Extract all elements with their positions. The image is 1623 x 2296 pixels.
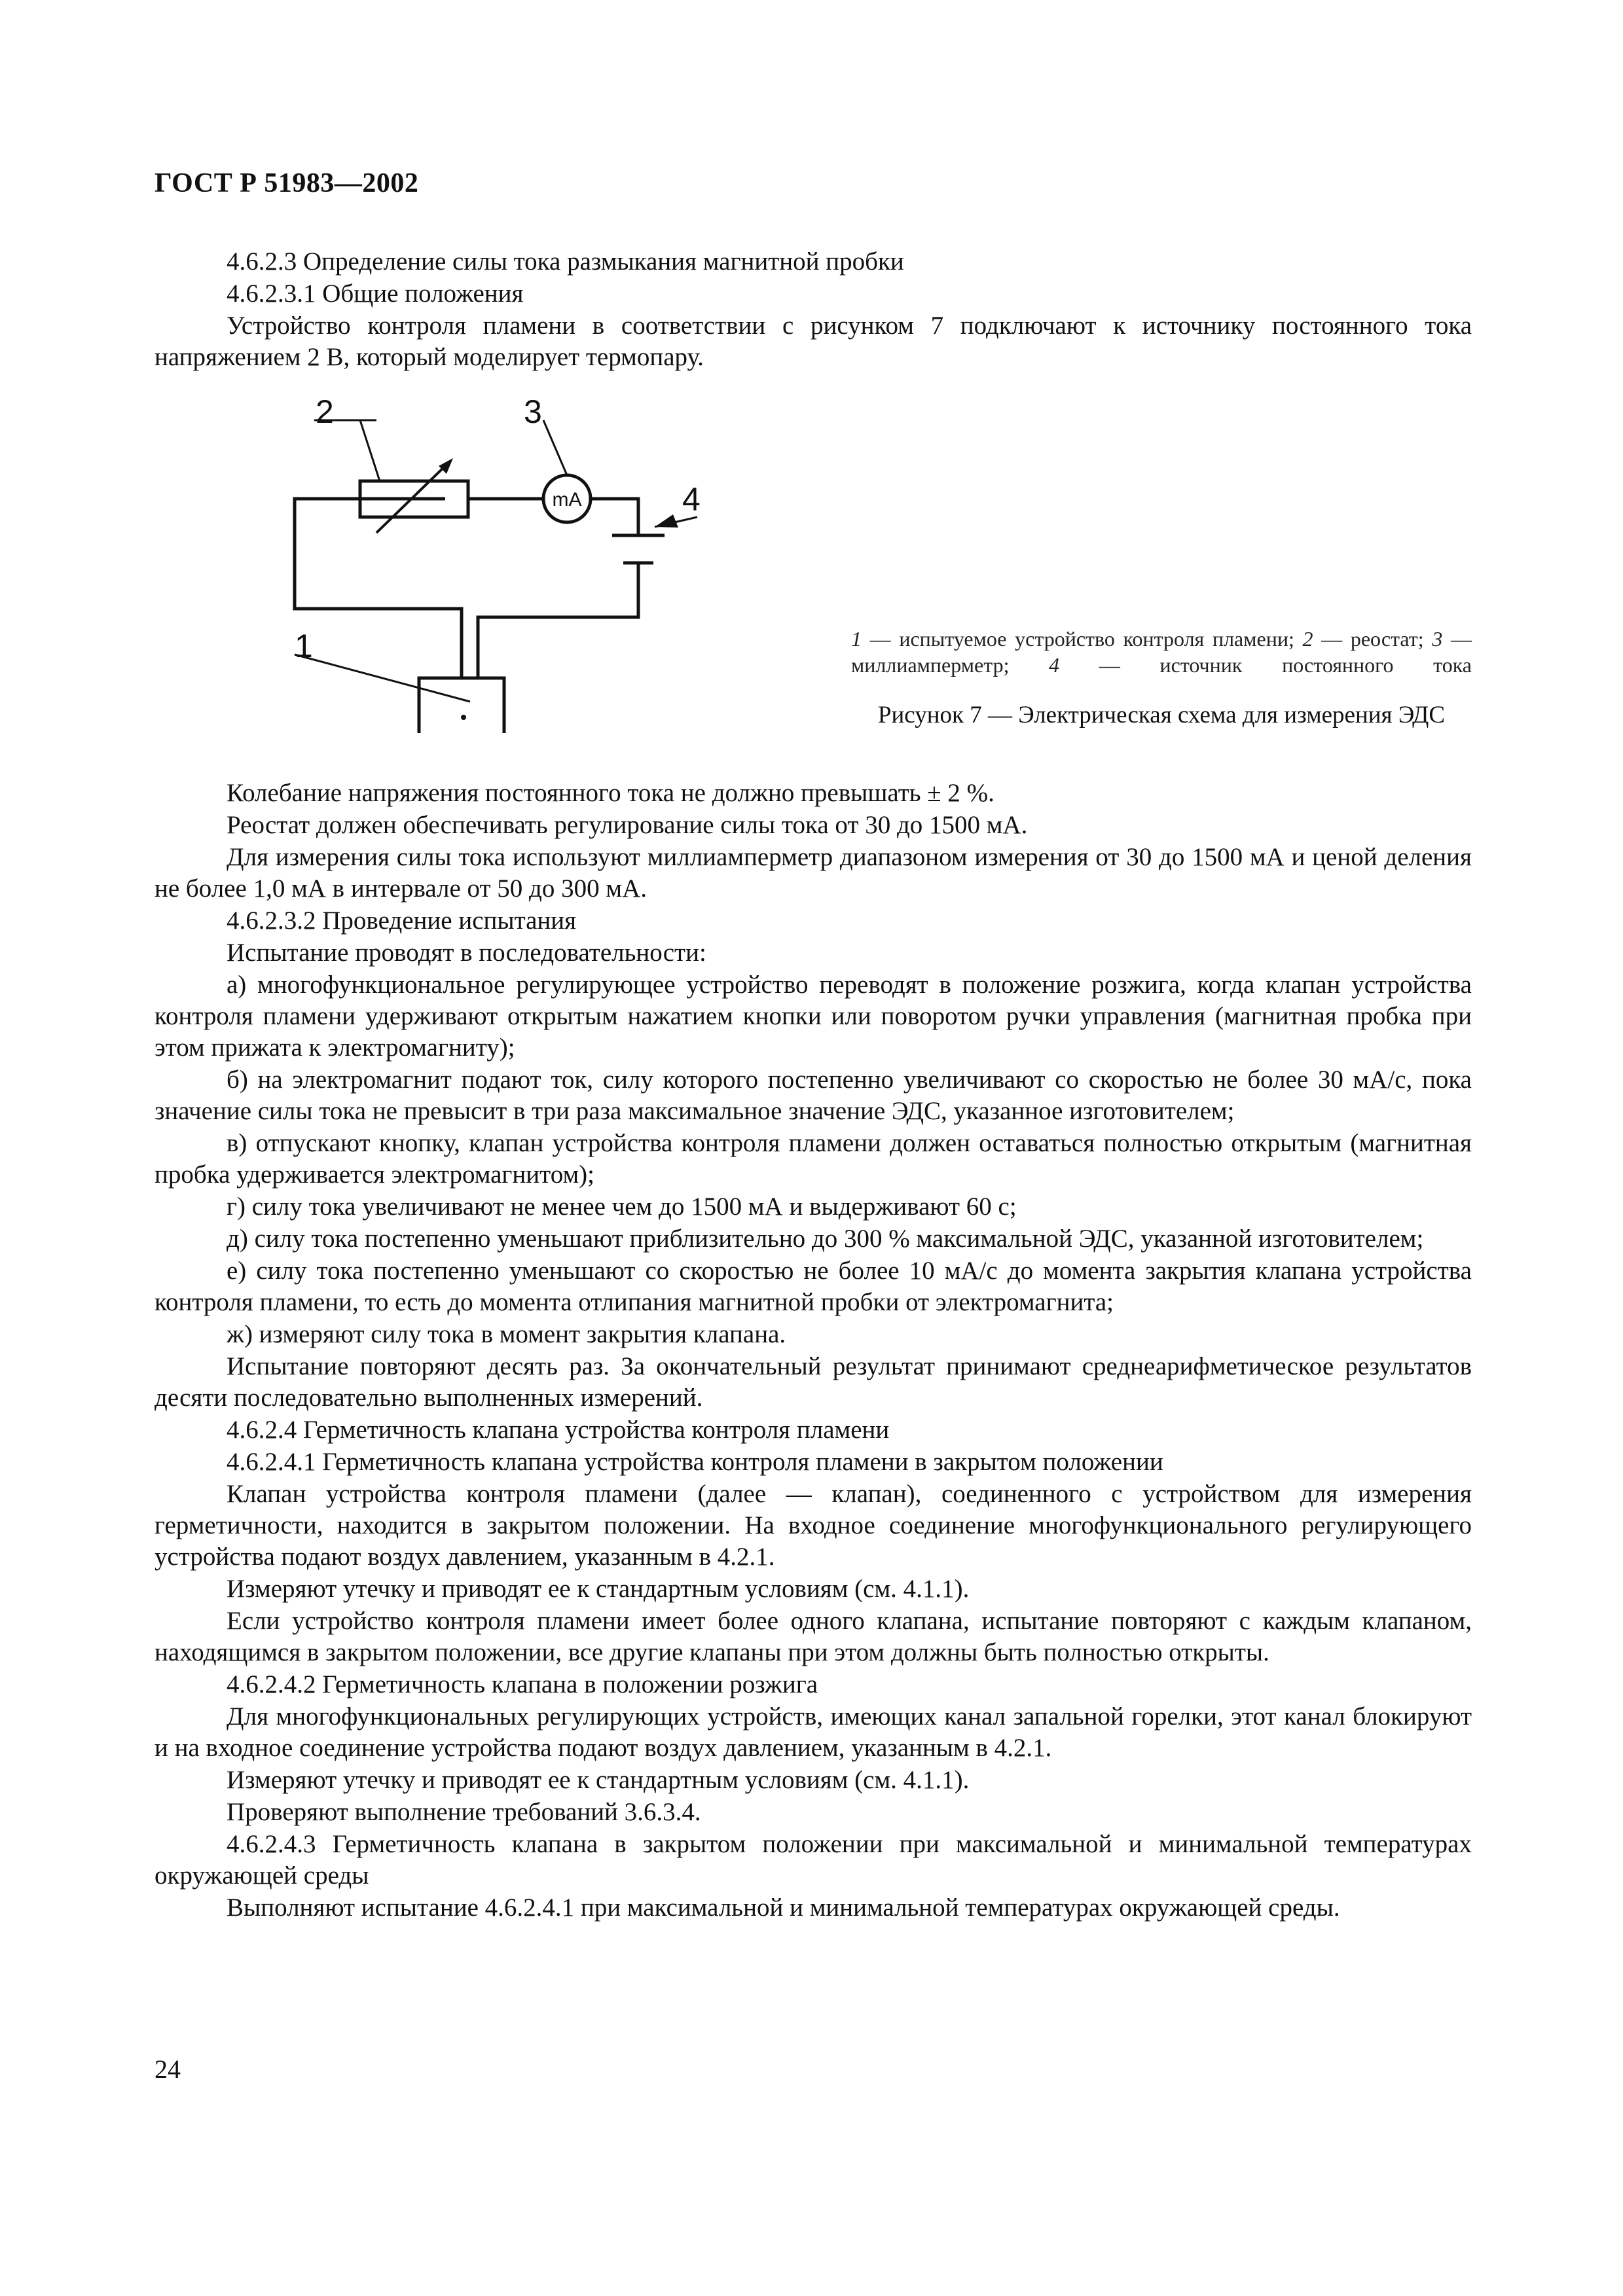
list-item: б) на электромагнит подают ток, силу которого постепенно увеличивают со скоростью не более 30 мА/с, пока значение силы тока не превысит в три раза максимальное значение ЭДС, указанное изготовителем; xyxy=(155,1066,1472,1125)
paragraph: Колебание напряжения постоянного тока не должно превышать ± 2 %. xyxy=(227,779,994,807)
paragraph: Устройство контроля пламени в соответствии с рисунком 7 подключают к источнику постоянного тока напряжением 2 В, который моделирует термопару. xyxy=(155,312,1472,371)
figure-legend: 1 — испытуемое устройство контроля пламени; 2 — реостат; 3 — миллиамперметр; 4 — источник постоянного тока xyxy=(851,627,1472,677)
figure-label-4: 4 xyxy=(682,481,701,518)
list-item: г) силу тока увеличивают не менее чем до 1500 мА и выдерживают 60 с; xyxy=(227,1193,1017,1221)
intro-section xyxy=(155,246,1472,374)
paragraph: Проверяют выполнение требований 3.6.3.4. xyxy=(227,1798,701,1826)
figure-label-2: 2 xyxy=(316,393,334,430)
list-item: а) многофункциональное регулирующее устройство переводят в положение розжига, когда клапан устройства контроля пламени удерживают открытым нажатием кнопки или поворотом ручки управления (магнитная пробка при этом прижата к электромагниту); xyxy=(155,971,1472,1062)
paragraph: Выполняют испытание 4.6.2.4.1 при максимальной и минимальной температурах окружающей среды. xyxy=(227,1893,1340,1922)
paragraph: Испытание проводят в последовательности: xyxy=(227,939,706,967)
paragraph: Реостат должен обеспечивать регулирование силы тока от 30 до 1500 мА. xyxy=(227,811,1028,839)
flame-control-device xyxy=(419,678,504,733)
wire-right xyxy=(478,563,638,678)
wire-left xyxy=(295,499,462,678)
figure-caption: Рисунок 7 — Электрическая схема для измерения ЭДС xyxy=(877,702,1446,728)
paragraph: Измеряют утечку и приводят ее к стандартным условиям (см. 4.1.1). xyxy=(227,1766,970,1794)
paragraph: Измеряют утечку и приводят ее к стандартным условиям (см. 4.1.1). xyxy=(227,1575,970,1603)
paragraph: Испытание повторяют десять раз. За окончательный результат принимают среднеарифметическое результатов десяти последовательно выполненных измерений. xyxy=(155,1352,1472,1412)
clause-heading: 4.6.2.3.2 Проведение испытания xyxy=(227,906,577,935)
paragraph: Для многофункциональных регулирующих устройств, имеющих канал запальной горелки, этот канал блокируют и на входное соединение устройства подают воздух давлением, указанным в 4.2.1. xyxy=(155,1702,1472,1762)
clause-heading: 4.6.2.4.2 Герметичность клапана в положении розжига xyxy=(227,1670,818,1698)
clause-heading: 4.6.2.4.3 Герметичность клапана в закрытом положении при максимальной и минимальной температурах окружающей среды xyxy=(155,1830,1472,1890)
document-header: ГОСТ Р 51983—2002 xyxy=(155,168,419,198)
list-item: д) силу тока постепенно уменьшают приблизительно до 300 % максимальной ЭДС, указанной изготовителем; xyxy=(227,1225,1424,1253)
circuit-diagram xyxy=(288,393,864,733)
figure-label-1: 1 xyxy=(295,628,313,664)
clause-heading: 4.6.2.3.1 Общие положения xyxy=(227,279,524,308)
list-item: в) отпускают кнопку, клапан устройства контроля пламени должен оставаться полностью открытым (магнитная пробка удерживается электромагнитом); xyxy=(155,1129,1472,1189)
paragraph: Для измерения силы тока используют миллиамперметр диапазоном измерения от 30 до 1500 мА и ценой деления не более 1,0 мА в интервале от 50 до 300 мА. xyxy=(155,843,1472,903)
clause-heading: 4.6.2.4.1 Герметичность клапана устройства контроля пламени в закрытом положении xyxy=(227,1448,1163,1476)
paragraph: Если устройство контроля пламени имеет более одного клапана, испытание повторяют с каждым клапаном, находящимся в закрытом положении, все другие клапаны при этом должны быть полностью открыты. xyxy=(155,1607,1472,1666)
list-item: е) силу тока постепенно уменьшают со скоростью не более 10 мА/с до момента закрытия клапана устройства контроля пламени, то есть до момента отлипания магнитной пробки от электромагнита; xyxy=(155,1257,1472,1316)
clause-heading: 4.6.2.4 Герметичность клапана устройства контроля пламени xyxy=(227,1416,890,1444)
page-number: 24 xyxy=(155,2054,181,2084)
clause-heading: 4.6.2.3 Определение силы тока размыкания магнитной пробки xyxy=(227,247,904,276)
list-item: ж) измеряют силу тока в момент закрытия клапана. xyxy=(227,1320,786,1348)
figure-label-3: 3 xyxy=(524,393,542,430)
main-text xyxy=(155,778,1472,1924)
paragraph: Клапан устройства контроля пламени (далее — клапан), соединенного с устройством для измерения герметичности, находится в закрытом положении. На входное соединение многофункционального регулирующего устройства подают воздух давлением, указанным в 4.2.1. xyxy=(155,1480,1472,1571)
meter-label: mA xyxy=(552,489,582,511)
